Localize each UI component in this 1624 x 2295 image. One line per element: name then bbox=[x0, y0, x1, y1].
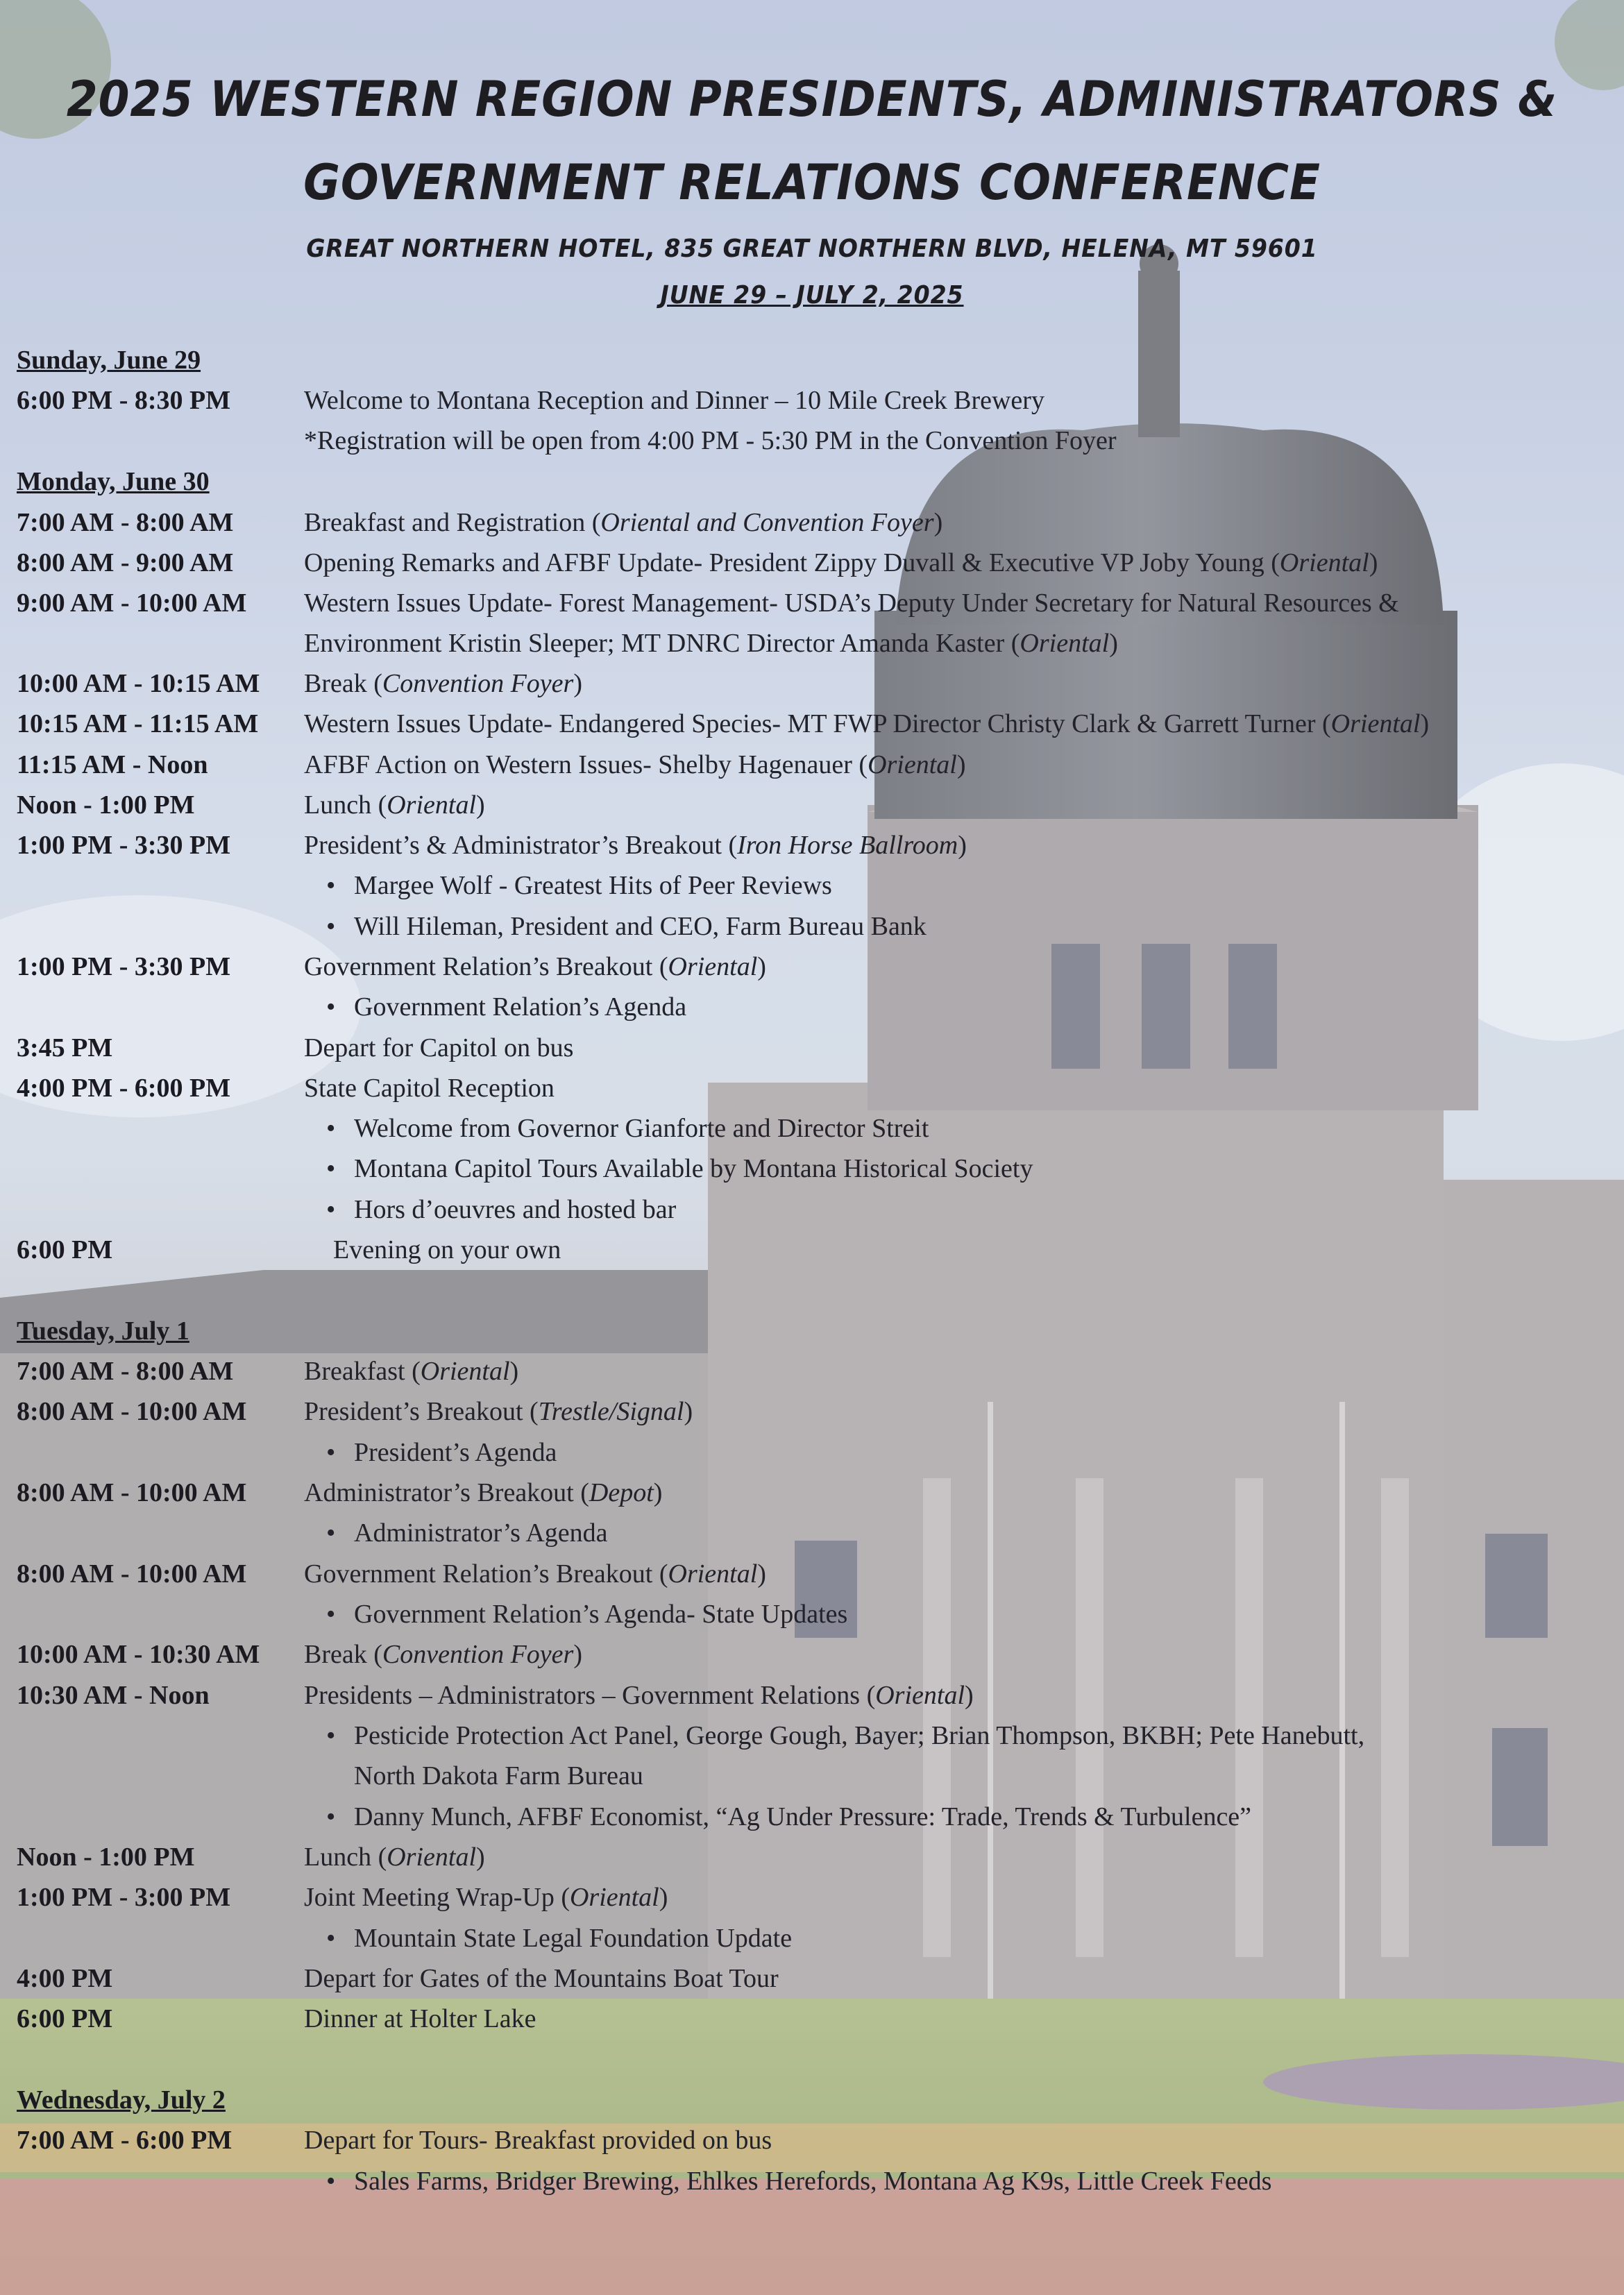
bullet-text: Danny Munch, AFBF Economist, “Ag Under Pressure: Trade, Trends & Turbulence” bbox=[354, 1802, 1252, 1831]
event-description: Depart for Capitol on bus bbox=[304, 1033, 574, 1062]
event-description: Welcome to Montana Reception and Dinner – 10 Mile Creek Brewery bbox=[304, 386, 1044, 415]
event-description bbox=[304, 1842, 485, 1872]
event-description: State Capitol Reception bbox=[304, 1074, 555, 1103]
page-title-line1: 2025 WESTERN REGION PRESIDENTS, ADMINISTRATORS & bbox=[66, 71, 1558, 128]
event-text-end: ) bbox=[958, 831, 967, 860]
event-time: 7:00 AM - 8:00 AM bbox=[17, 508, 234, 537]
event-location: Oriental bbox=[569, 1883, 659, 1912]
event-location: Oriental bbox=[668, 1559, 758, 1589]
event-description bbox=[304, 1559, 766, 1589]
event-description bbox=[304, 1882, 668, 1913]
event-time: 6:00 PM bbox=[17, 1235, 113, 1264]
event-location: Depot bbox=[589, 1478, 654, 1507]
event-location: Oriental bbox=[420, 1357, 510, 1386]
event-time: 1:00 PM - 3:30 PM bbox=[17, 831, 231, 860]
event-text-end: ) bbox=[757, 952, 766, 981]
event-description bbox=[304, 709, 1429, 739]
event-text: Western Issues Update- Endangered Species- MT FWP Director Christy Clark & Garrett Turner ( bbox=[304, 709, 1331, 738]
event-text-end: ) bbox=[1420, 709, 1430, 738]
bullet-text: Administrator’s Agenda bbox=[354, 1518, 608, 1548]
event-location: Trestle/Signal bbox=[538, 1397, 684, 1426]
bullet-text: Government Relation’s Agenda bbox=[354, 992, 687, 1022]
event-time: 4:00 PM bbox=[17, 1964, 113, 1993]
bullet-text: Will Hileman, President and CEO, Farm Bureau Bank bbox=[354, 912, 927, 941]
event-time: 10:15 AM - 11:15 AM bbox=[17, 709, 259, 738]
event-time: 4:00 PM - 6:00 PM bbox=[17, 1074, 231, 1103]
event-text-end: ) bbox=[659, 1883, 668, 1912]
event-location: Oriental bbox=[868, 750, 957, 779]
bullet-dot-icon: • bbox=[326, 1518, 336, 1548]
event-description: Western Issues Update- Forest Management- USDA’s Deputy Under Secretary for Natural Resources & bbox=[304, 588, 1399, 618]
bullet-dot-icon: • bbox=[326, 1802, 336, 1831]
event-description bbox=[304, 750, 966, 780]
event-time: 10:00 AM - 10:15 AM bbox=[17, 669, 260, 698]
event-description: Dinner at Holter Lake bbox=[304, 2004, 536, 2033]
bullet-dot-icon: • bbox=[326, 1924, 336, 1953]
event-description: Evening on your own bbox=[333, 1235, 561, 1264]
event-text: AFBF Action on Western Issues- Shelby Hagenauer ( bbox=[304, 750, 868, 779]
event-text-end: ) bbox=[1109, 629, 1118, 658]
bullet-text: Hors d’oeuvres and hosted bar bbox=[354, 1195, 677, 1224]
event-time: 3:45 PM bbox=[17, 1033, 113, 1062]
bullet-text: North Dakota Farm Bureau bbox=[354, 1761, 643, 1790]
event-text: Administrator’s Breakout ( bbox=[304, 1478, 589, 1507]
event-location: Oriental bbox=[1279, 548, 1369, 577]
bullet-text: Welcome from Governor Gianforte and Director Streit bbox=[354, 1114, 929, 1143]
event-text-end: ) bbox=[653, 1478, 663, 1507]
bullet-dot-icon: • bbox=[326, 1195, 336, 1224]
event-text: Environment Kristin Sleeper; MT DNRC Director Amanda Kaster ( bbox=[304, 629, 1020, 658]
event-description-continued bbox=[304, 628, 1118, 659]
bullet-text: Sales Farms, Bridger Brewing, Ehlkes Herefords, Montana Ag K9s, Little Creek Feeds bbox=[354, 2167, 1272, 2196]
event-description bbox=[304, 830, 967, 861]
event-description bbox=[304, 507, 942, 538]
event-text: Lunch ( bbox=[304, 1843, 387, 1872]
event-time: 8:00 AM - 10:00 AM bbox=[17, 1397, 247, 1426]
bullet-dot-icon: • bbox=[326, 871, 336, 900]
conference-dates: JUNE 29 – JULY 2, 2025 bbox=[660, 281, 964, 310]
venue-address: GREAT NORTHERN HOTEL, 835 GREAT NORTHERN BLVD, HELENA, MT 59601 bbox=[306, 235, 1318, 263]
event-description bbox=[304, 790, 485, 820]
event-time: 11:15 AM - Noon bbox=[17, 750, 208, 779]
day-heading-wednesday: Wednesday, July 2 bbox=[17, 2085, 226, 2115]
event-time: 6:00 PM - 8:30 PM bbox=[17, 386, 231, 415]
day-heading-sunday: Sunday, June 29 bbox=[17, 346, 201, 375]
event-text: President’s & Administrator’s Breakout ( bbox=[304, 831, 738, 860]
event-description bbox=[304, 1639, 582, 1670]
event-description bbox=[304, 668, 582, 699]
event-text: Lunch ( bbox=[304, 790, 387, 820]
event-text-end: ) bbox=[509, 1357, 519, 1386]
event-text-end: ) bbox=[757, 1559, 766, 1589]
bullet-dot-icon: • bbox=[326, 2167, 336, 2196]
event-location: Oriental bbox=[875, 1681, 965, 1710]
event-description bbox=[304, 1356, 518, 1387]
bullet-text: President’s Agenda bbox=[354, 1438, 557, 1467]
event-text: Government Relation’s Breakout ( bbox=[304, 952, 668, 981]
bullet-dot-icon: • bbox=[326, 1114, 336, 1143]
event-description bbox=[304, 1396, 693, 1427]
event-note: *Registration will be open from 4:00 PM - 5:30 PM in the Convention Foyer bbox=[304, 426, 1117, 455]
event-text: Joint Meeting Wrap-Up ( bbox=[304, 1883, 570, 1912]
event-text-end: ) bbox=[956, 750, 966, 779]
event-time: 10:00 AM - 10:30 AM bbox=[17, 1640, 260, 1669]
event-text: Opening Remarks and AFBF Update- President Zippy Duvall & Executive VP Joby Young ( bbox=[304, 548, 1280, 577]
event-location: Convention Foyer bbox=[382, 669, 574, 698]
event-description bbox=[304, 1680, 974, 1711]
event-text-end: ) bbox=[476, 1843, 485, 1872]
event-time: 9:00 AM - 10:00 AM bbox=[17, 588, 247, 618]
event-location: Oriental bbox=[668, 952, 758, 981]
event-time: 7:00 AM - 8:00 AM bbox=[17, 1357, 234, 1386]
event-text: Breakfast and Registration ( bbox=[304, 508, 601, 537]
event-time: 10:30 AM - Noon bbox=[17, 1681, 210, 1710]
day-heading-monday: Monday, June 30 bbox=[17, 467, 210, 496]
event-location: Oriental bbox=[387, 790, 477, 820]
event-location: Oriental bbox=[387, 1843, 477, 1872]
event-text-end: ) bbox=[965, 1681, 974, 1710]
bullet-dot-icon: • bbox=[326, 912, 336, 941]
day-heading-tuesday: Tuesday, July 1 bbox=[17, 1316, 189, 1346]
event-location: Iron Horse Ballroom bbox=[737, 831, 958, 860]
event-text-end: ) bbox=[933, 508, 943, 537]
event-description bbox=[304, 548, 1378, 578]
event-time: 8:00 AM - 9:00 AM bbox=[17, 548, 234, 577]
event-location: Oriental and Convention Foyer bbox=[600, 508, 934, 537]
event-location: Oriental bbox=[1330, 709, 1421, 738]
bullet-dot-icon: • bbox=[326, 992, 336, 1022]
event-time: 8:00 AM - 10:00 AM bbox=[17, 1559, 247, 1589]
event-description: Depart for Tours- Breakfast provided on bus bbox=[304, 2126, 772, 2155]
event-location: Convention Foyer bbox=[382, 1640, 574, 1669]
bullet-text: Margee Wolf - Greatest Hits of Peer Reviews bbox=[354, 871, 832, 900]
bullet-text: Mountain State Legal Foundation Update bbox=[354, 1924, 793, 1953]
event-description bbox=[304, 1477, 662, 1508]
event-text: Breakfast ( bbox=[304, 1357, 421, 1386]
bullet-text: Government Relation’s Agenda- State Updates bbox=[354, 1600, 848, 1629]
event-time: 6:00 PM bbox=[17, 2004, 113, 2033]
bullet-text: Pesticide Protection Act Panel, George Gough, Bayer; Brian Thompson, BKBH; Pete Hanebutt, bbox=[354, 1721, 1365, 1750]
bullet-dot-icon: • bbox=[326, 1438, 336, 1467]
event-text-end: ) bbox=[476, 790, 485, 820]
event-description bbox=[304, 951, 766, 982]
event-time: 1:00 PM - 3:30 PM bbox=[17, 952, 231, 981]
event-text-end: ) bbox=[573, 669, 582, 698]
event-time: Noon - 1:00 PM bbox=[17, 790, 195, 820]
event-text: Presidents – Administrators – Government Relations ( bbox=[304, 1681, 876, 1710]
event-text: Government Relation’s Breakout ( bbox=[304, 1559, 668, 1589]
event-text-end: ) bbox=[684, 1397, 693, 1426]
event-time: 1:00 PM - 3:00 PM bbox=[17, 1883, 231, 1912]
event-text-end: ) bbox=[1369, 548, 1378, 577]
event-location: Oriental bbox=[1020, 629, 1110, 658]
event-text: Break ( bbox=[304, 669, 382, 698]
page-title-line2: GOVERNMENT RELATIONS CONFERENCE bbox=[303, 154, 1321, 211]
bullet-dot-icon: • bbox=[326, 1154, 336, 1183]
bullet-dot-icon: • bbox=[326, 1600, 336, 1629]
event-time: 7:00 AM - 6:00 PM bbox=[17, 2126, 232, 2155]
event-text: Break ( bbox=[304, 1640, 382, 1669]
bullet-text: Montana Capitol Tours Available by Montana Historical Society bbox=[354, 1154, 1033, 1183]
event-text-end: ) bbox=[573, 1640, 582, 1669]
bullet-dot-icon: • bbox=[326, 1721, 336, 1750]
event-time: 8:00 AM - 10:00 AM bbox=[17, 1478, 247, 1507]
event-text: President’s Breakout ( bbox=[304, 1397, 539, 1426]
event-description: Depart for Gates of the Mountains Boat Tour bbox=[304, 1964, 779, 1993]
event-time: Noon - 1:00 PM bbox=[17, 1843, 195, 1872]
